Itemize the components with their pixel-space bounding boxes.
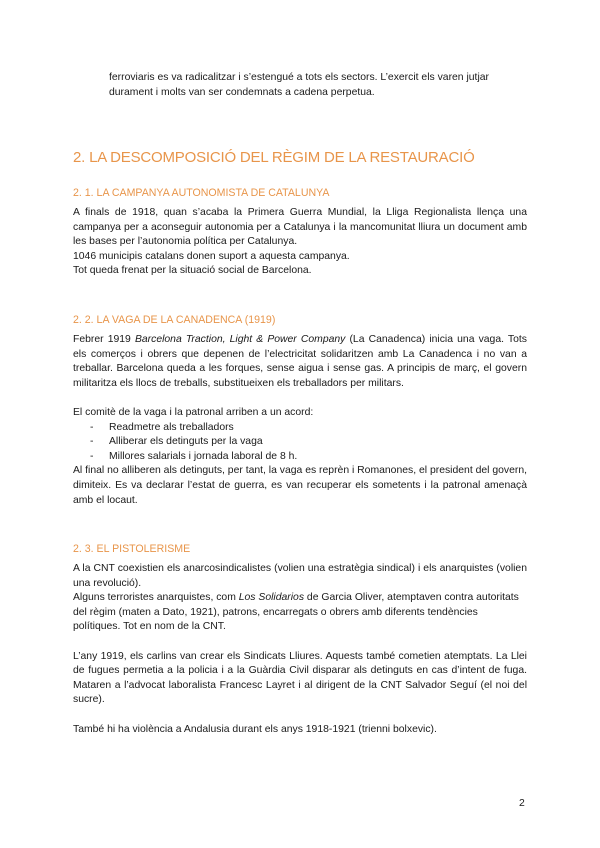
section-2-1-heading: 2. 1. LA CAMPANYA AUTONOMISTA DE CATALUNYA: [73, 187, 330, 199]
intro-line-2: durament i molts van ser condemnats a cadena perpetua.: [109, 86, 375, 98]
section-2-2-date: Febrer 1919: [73, 334, 135, 345]
agreement-intro: El comitè de la vaga i la patronal arriben a un acord:: [73, 406, 314, 418]
list-item: - Millores salarials i jornada laboral de 8 h.: [90, 450, 527, 465]
section-2-2-heading: 2. 2. LA VAGA DE LA CANADENCA (1919): [73, 314, 276, 326]
section-2-3-paragraph-3: L’any 1919, els carlins van crear els Sindicats Lliures. Aquests també cometien atemptats. La Llei de fugues permetia a la policia i a la Guàrdia Civil disparar als detinguts en cas d’intent de fuga. Mataren a l’advocat laboralista Francesc Layret i al dirigent de la CNT Salvador Seguí (el noi del sucre).: [73, 650, 527, 706]
dash-bullet-icon: -: [90, 450, 94, 462]
company-name: Barcelona Traction, Light & Power Company: [134, 334, 346, 345]
section-2-heading: 2. LA DESCOMPOSICIÓ DEL RÈGIM DE LA RESTAURACIÓ: [73, 149, 475, 166]
section-2-2-paragraph-2: Al final no alliberen als detinguts, per tant, la vaga es reprèn i Romanones, el president del govern, dimiteix. Es va declarar l’estat de guerra, es van recuperar els sometents i la patronal amenaçà amb el locaut.: [73, 465, 527, 506]
dash-bullet-icon: -: [90, 421, 94, 433]
list-item: - Readmetre als treballadors: [90, 421, 527, 436]
group-name: Los Solidarios: [238, 592, 305, 604]
section-2-2-body: [73, 333, 527, 508]
section-2-1-body: [73, 206, 527, 279]
intro-line-1: ferroviaris es va radicalitzar i s’estengué a tots els sectors. L’exercit els varen jutjar: [109, 72, 489, 83]
list-item: - Alliberar els detinguts per la vaga: [90, 435, 527, 450]
section-2-3-body: [73, 562, 527, 737]
section-2-1-paragraph: A finals de 1918, quan s’acaba la Primera Guerra Mundial, la Lliga Regionalista llença una campanya per a aconseguir autonomia per a Catalunya i la mancomunitat lliura un document amb les bases per l’autonomia política per Catalunya.: [73, 207, 527, 248]
section-2-1-line-3: Tot queda frenat per la situació social de Barcelona.: [73, 265, 312, 277]
page-number: 2: [519, 798, 525, 809]
dash-bullet-icon: -: [90, 436, 94, 448]
agreement-list: [73, 421, 527, 465]
section-2-3-paragraph-2: Alguns terroristes anarquistes, com Los Solidarios de Garcia Oliver, atemptaven contra autoritats del règim (maten a Dato, 1921), patrons, encarregats o obrers amb diferents tendències polítiques. Tot en nom de la CNT.: [73, 592, 519, 633]
section-2-2-paragraph-1: [73, 333, 527, 391]
section-2-2-paragraph-1-text: (La Canadenca) inicia una vaga. Tots els comerços i obrers que depenen de l’electricitat solidaritzen amb La Canadenca i no van a treballar. Barcelona queda a les forques, sense aigua i sense gas. A principis de març, el govern militaritza els llocs de treballs, substitueixen els treballadors per militars.: [73, 334, 527, 389]
section-2-3-heading: 2. 3. EL PISTOLERISME: [73, 543, 191, 555]
intro-paragraph: [109, 71, 527, 100]
section-2-3-paragraph-4: També hi ha violència a Andalusia durant els anys 1918-1921 (trienni bolxevic).: [73, 723, 437, 735]
section-2-1-line-2: 1046 municipis catalans donen suport a aquesta campanya.: [73, 250, 350, 262]
section-2-3-paragraph-1: A la CNT coexistien els anarcosindicalistes (volien una estratègia sindical) i els anarquistes (volien una revolució).: [73, 563, 527, 589]
